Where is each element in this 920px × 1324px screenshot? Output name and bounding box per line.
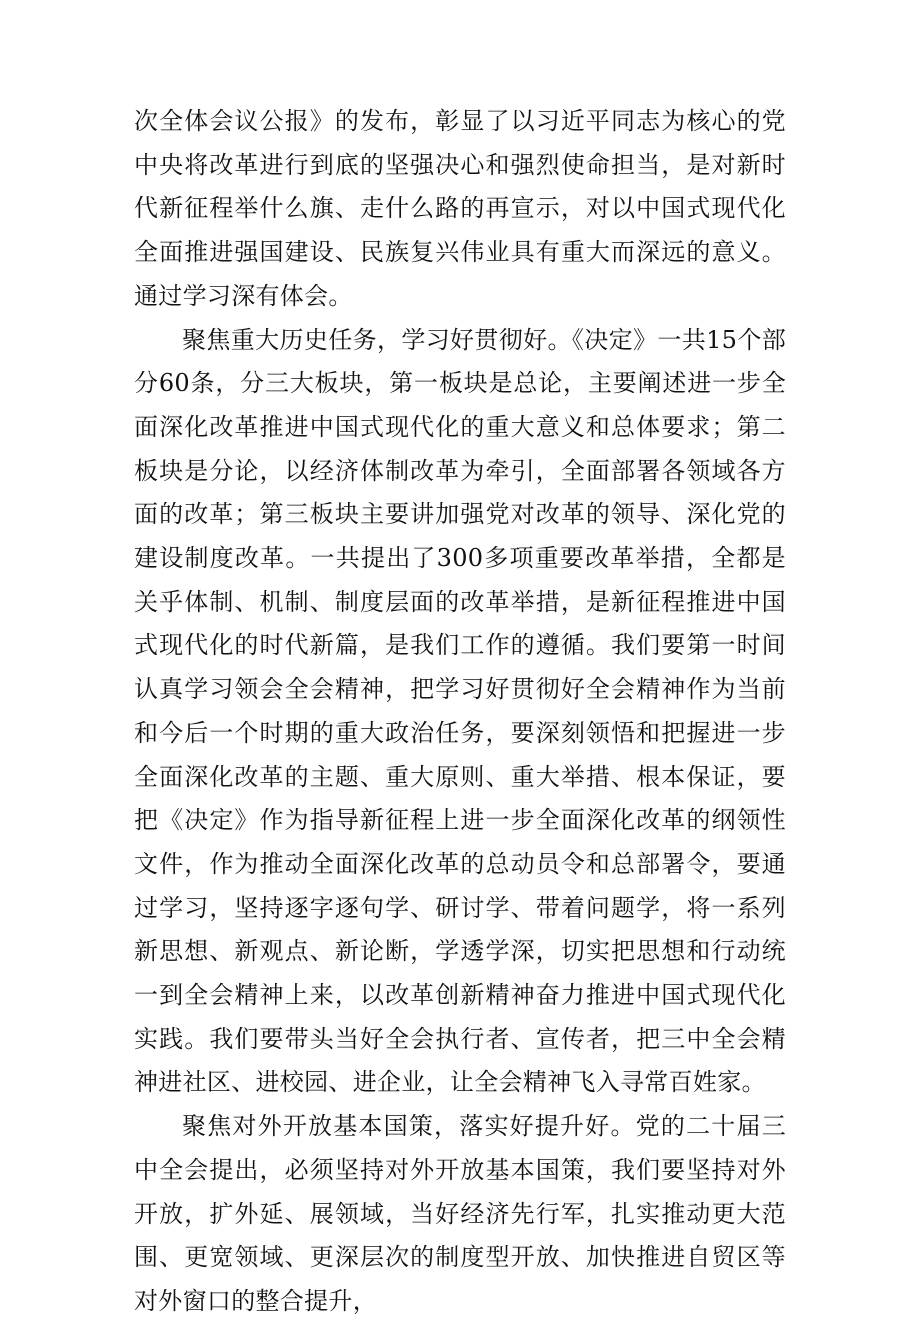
paragraph-study-implement: 聚焦重大历史任务，学习好贯彻好。《决定》一共15个部分60条，分三大板块，第一板块是总论，主要阐述进一步全面深化改革推进中国式现代化的重大意义和总体要求；第二板块是分论，以经济体制改革为牵引，全面部署各领域各方面的改革；第三板块主要讲加强党对改革的领导、深化党的建设制度改革。一共提出了300多项重要改革举措，全都是关乎体制、机制、制度层面的改革举措，是新征程推进中国式现代化的时代新篇，是我们工作的遵循。我们要第一时间认真学习领会全会精神，把学习好贯彻好全会精神作为当前和今后一个时期的重大政治任务，要深刻领悟和把握进一步全面深化改革的主题、重大原则、重大举措、根本保证，要把《决定》作为指导新征程上进一步全面深化改革的纲领性文件，作为推动全面深化改革的总动员令和总部署令，要通过学习，坚持逐字逐句学、研讨学、带着问题学，将一系列新思想、新观点、新论断，学透学深，切实把思想和行动统一到全会精神上来，以改革创新精神奋力推进中国式现代化实践。我们要带头当好全会执行者、宣传者，把三中全会精神进社区、进校园、进企业，让全会精神飞入寻常百姓家。 <box>134 325 786 1097</box>
paragraph-opening-up: 聚焦对外开放基本国策，落实好提升好。党的二十届三中全会提出，必须坚持对外开放基本国策，我们要坚持对外开放，扩外延、展领域，当好经济先行军，扎实推动更大范围、更宽领域、更深层次的制度型开放、加快推进自贸区等对外窗口的整合提升， <box>134 1112 786 1315</box>
document-body <box>134 100 786 1324</box>
paragraph-continued: 次全体会议公报》的发布，彰显了以习近平同志为核心的党中央将改革进行到底的坚强决心和强烈使命担当，是对新时代新征程举什么旗、走什么路的再宣示，对以中国式现代化全面推进强国建设、民族复兴伟业具有重大而深远的意义。通过学习深有体会。 <box>134 107 786 310</box>
